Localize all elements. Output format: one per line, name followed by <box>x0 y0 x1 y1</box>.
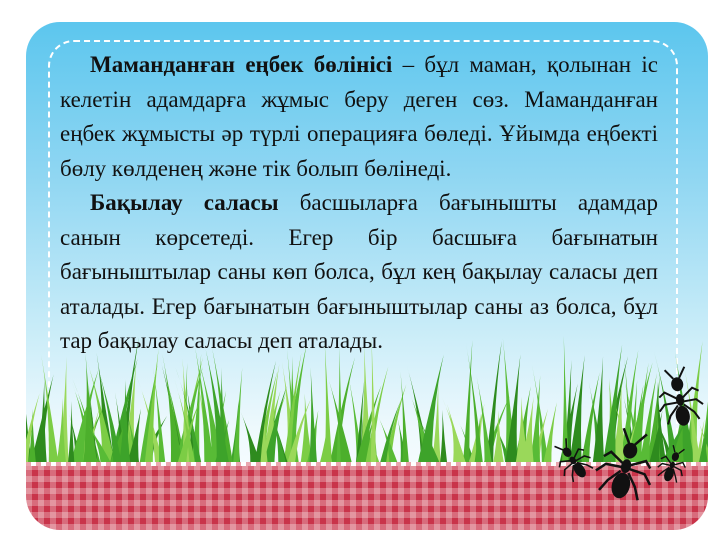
term-specialized-labor: Маманданған еңбек бөлінісі <box>90 52 393 77</box>
paragraph-specialized-labor <box>60 48 658 186</box>
ant-icon <box>654 443 691 486</box>
ant-icon <box>590 424 662 505</box>
definition-specialized-labor: – бұл маман, қолынан іс келетін адамдарға жұмыс беру деген сөз. Маманданған еңбек жұмысты әр түрлі операцияға бөледі. Ұйымда еңбекті бөлу көлденең және тік болып бөлінеді. <box>60 52 658 181</box>
paragraph-span-of-control <box>60 186 658 359</box>
ant-icon <box>653 365 706 430</box>
definition-span-of-control: басшыларға бағынышты адамдар санын көрсетеді. Егер бір басшыға бағынатын бағыныштылар саны көп болса, бұл кең бақылау саласы деп аталады. Егер бағынатын бағыныштылар саны аз болса, бұл тар бақылау саласы деп аталады. <box>60 190 658 353</box>
term-span-of-control: Бақылау саласы <box>90 190 279 215</box>
ant-icon <box>547 433 597 486</box>
body-text <box>60 48 658 359</box>
